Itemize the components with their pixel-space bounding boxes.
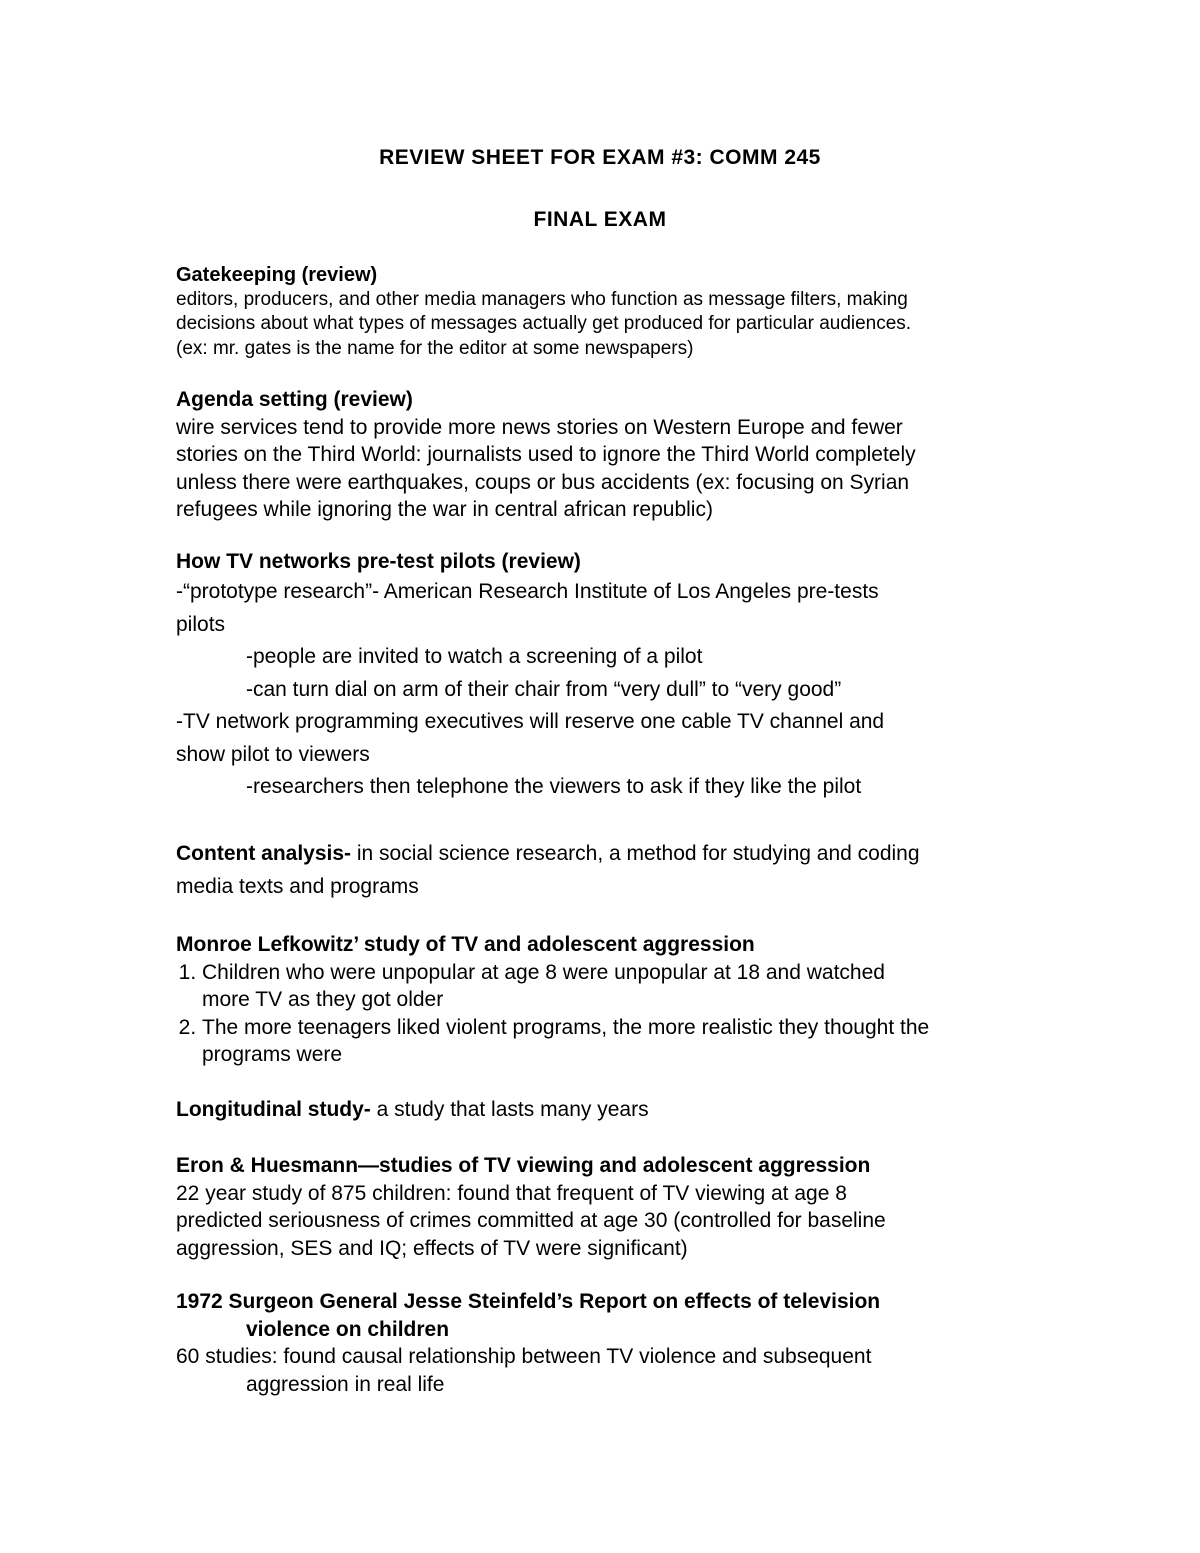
section-heading: Monroe Lefkowitz’ study of TV and adolescent aggression bbox=[176, 933, 755, 956]
section-heading: Eron & Huesmann—studies of TV viewing and adolescent aggression bbox=[176, 1154, 871, 1177]
body-line: aggression, SES and IQ; effects of TV were significant) bbox=[176, 1236, 688, 1260]
findings-list bbox=[176, 959, 1036, 1069]
section-surgeon-general bbox=[176, 1288, 1036, 1398]
body-subline: aggression in real life bbox=[246, 1372, 445, 1396]
body-line: 22 year study of 875 children: found that frequent of TV viewing at age 8 bbox=[176, 1181, 847, 1205]
term: Longitudinal study- bbox=[176, 1098, 371, 1121]
list-item bbox=[202, 1014, 1036, 1069]
body-line: editors, producers, and other media managers who function as message filters, making bbox=[176, 288, 908, 310]
list-item-text: programs were bbox=[202, 1043, 343, 1066]
list-item-text: The more teenagers liked violent programs, the more realistic they thought the bbox=[202, 1015, 930, 1039]
section-lefkowitz bbox=[176, 931, 1036, 1069]
body-line: 60 studies: found causal relationship between TV violence and subsequent bbox=[176, 1345, 872, 1368]
section-heading: Agenda setting (review) bbox=[176, 388, 413, 411]
body-line: -TV network programming executives will reserve one cable TV channel and bbox=[176, 710, 885, 733]
list-item bbox=[202, 959, 1036, 1014]
body-line: refugees while ignoring the war in central african republic) bbox=[176, 498, 713, 521]
body-line: wire services tend to provide more news stories on Western Europe and fewer bbox=[176, 415, 903, 439]
definition-line bbox=[176, 837, 1036, 870]
section-heading: How TV networks pre-test pilots (review) bbox=[176, 550, 581, 573]
section-agenda-setting bbox=[176, 386, 1036, 524]
body-line: -“prototype research”- American Research Institute of Los Angeles pre-tests bbox=[176, 580, 879, 603]
document-subtitle: FINAL EXAM bbox=[533, 208, 667, 231]
body-line: predicted seriousness of crimes committed at age 30 (controlled for baseline bbox=[176, 1209, 886, 1232]
document-title: REVIEW SHEET FOR EXAM #3: COMM 245 bbox=[379, 146, 821, 169]
body-line: decisions about what types of messages actually get produced for particular audiences. bbox=[176, 313, 912, 334]
section-tv-pilots bbox=[176, 548, 1036, 804]
section-content-analysis bbox=[176, 837, 1036, 903]
body-line: (ex: mr. gates is the name for the editor at some newspapers) bbox=[176, 337, 694, 359]
list-item-text: Children who were unpopular at age 8 were unpopular at 18 and watched bbox=[202, 960, 885, 984]
definition-line bbox=[176, 1096, 1036, 1124]
definition-text: a study that lasts many years bbox=[370, 1098, 649, 1121]
body-subline: -researchers then telephone the viewers to ask if they like the pilot bbox=[246, 775, 862, 798]
section-longitudinal-study bbox=[176, 1096, 1036, 1124]
section-heading: Gatekeeping (review) bbox=[176, 264, 378, 286]
section-heading-continued: violence on children bbox=[246, 1317, 450, 1341]
list-item-text: more TV as they got older bbox=[202, 988, 444, 1011]
body-line: show pilot to viewers bbox=[176, 742, 370, 766]
body-subline: -people are invited to watch a screening of a pilot bbox=[246, 645, 703, 668]
body-line: unless there were earthquakes, coups or bus accidents (ex: focusing on Syrian bbox=[176, 470, 910, 494]
definition-text: in social science research, a method for studying and coding bbox=[351, 842, 920, 865]
body-subline: -can turn dial on arm of their chair from “very dull” to “very good” bbox=[246, 677, 842, 701]
section-gatekeeping bbox=[176, 263, 1036, 361]
term: Content analysis- bbox=[176, 842, 352, 865]
section-eron-huesmann bbox=[176, 1152, 1036, 1262]
body-line: media texts and programs bbox=[176, 875, 419, 898]
body-line: stories on the Third World: journalists used to ignore the Third World completely bbox=[176, 443, 916, 466]
body-line: pilots bbox=[176, 612, 226, 636]
section-heading: 1972 Surgeon General Jesse Steinfeld’s Report on effects of television bbox=[176, 1290, 881, 1313]
